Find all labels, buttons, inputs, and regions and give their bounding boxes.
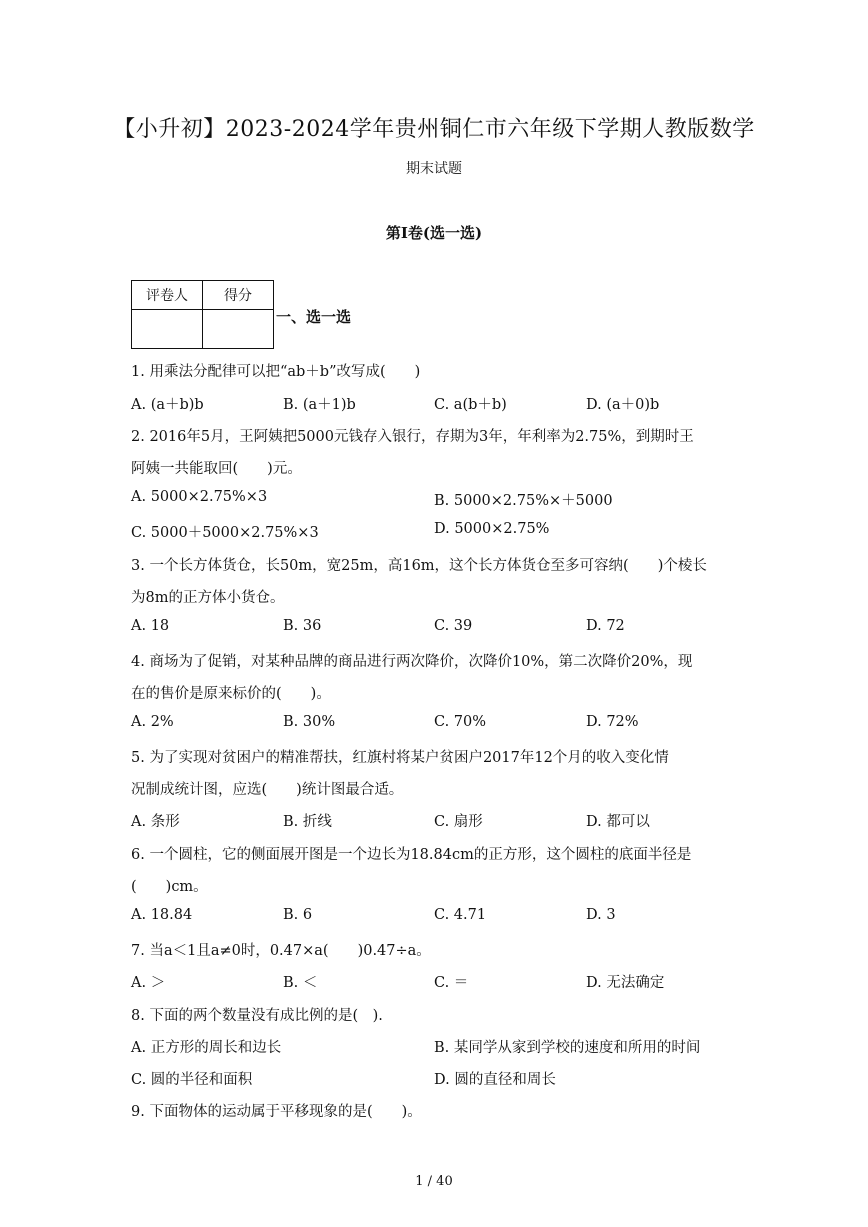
question-7-option-b: B. ＜ xyxy=(283,975,318,991)
question-6-option-d: D. 3 xyxy=(586,907,616,923)
question-7-option-d: D. 无法确定 xyxy=(586,975,665,991)
question-1-option-b: B. (a＋1)b xyxy=(283,397,356,413)
question-1-option-c: C. a(b＋b) xyxy=(434,397,507,413)
question-1-option-a: A. (a＋b)b xyxy=(131,397,204,413)
question-1-option-d: D. (a＋0)b xyxy=(586,397,660,413)
question-8-option-c: C. 圆的半径和面积 xyxy=(131,1072,253,1088)
question-8-option-d: D. 圆的直径和周长 xyxy=(434,1072,556,1088)
question-4-line-1: 4. 商场为了促销，对某种品牌的商品进行两次降价，次降价10%，第二次降价20%，现 xyxy=(131,654,693,670)
question-3-line-2: 为8m的正方体小货仓。 xyxy=(131,590,285,606)
page-number: 1 / 40 xyxy=(415,1174,453,1189)
score-header: 得分 xyxy=(203,281,274,310)
question-6-option-c: C. 4.71 xyxy=(434,907,487,923)
question-4-option-b: B. 30% xyxy=(283,714,336,730)
question-6-option-a: A. 18.84 xyxy=(131,907,193,923)
exam-subtitle: 期末试题 xyxy=(406,161,462,177)
question-5-line-2: 况制成统计图，应选( )统计图最合适。 xyxy=(131,782,404,798)
question-2-line-2: 阿姨一共能取回( )元。 xyxy=(131,461,302,477)
question-3-line-1: 3. 一个长方体货仓，长50m，宽25m，高16m，这个长方体货仓至多可容纳( )个棱长 xyxy=(131,558,707,574)
question-6-option-b: B. 6 xyxy=(283,907,313,923)
question-4-option-c: C. 70% xyxy=(434,714,487,730)
question-6-line-1: 6. 一个圆柱，它的侧面展开图是一个边长为18.84cm的正方形，这个圆柱的底面半径是 xyxy=(131,847,692,863)
score-table xyxy=(131,280,274,349)
reviewer-cell xyxy=(132,310,203,349)
question-7-option-a: A. ＞ xyxy=(131,975,166,991)
section-heading: 一、选一选 xyxy=(276,308,352,326)
question-4-option-a: A. 2% xyxy=(131,714,174,730)
question-1-line-1: 1. 用乘法分配律可以把“ab＋b”改写成( ) xyxy=(131,364,421,380)
question-5-option-c: C. 扇形 xyxy=(434,814,483,830)
score-cell xyxy=(203,310,274,349)
question-4-option-d: D. 72% xyxy=(586,714,639,730)
question-2-option-b: B. 5000×2.75%×＋5000 xyxy=(434,493,613,509)
question-2-option-c: C. 5000＋5000×2.75%×3 xyxy=(131,525,319,541)
question-4-line-2: 在的售价是原来标价的( )。 xyxy=(131,686,331,702)
question-7-line-1: 7. 当a＜1且a≠0时，0.47×a( )0.47÷a。 xyxy=(131,943,431,959)
question-3-option-d: D. 72 xyxy=(586,618,625,634)
volume-heading: 第I卷(选一选) xyxy=(385,224,483,242)
question-7-option-c: C. ＝ xyxy=(434,975,469,991)
reviewer-header: 评卷人 xyxy=(132,281,203,310)
question-3-option-a: A. 18 xyxy=(131,618,170,634)
question-3-option-c: C. 39 xyxy=(434,618,473,634)
question-2-option-a: A. 5000×2.75%×3 xyxy=(131,489,268,505)
question-9-line-1: 9. 下面物体的运动属于平移现象的是( )。 xyxy=(131,1104,422,1120)
question-8-option-a: A. 正方形的周长和边长 xyxy=(131,1040,282,1056)
exam-title: 【小升初】2023-2024学年贵州铜仁市六年级下学期人教版数学 xyxy=(113,117,755,142)
question-8-line-1: 8. 下面的两个数量没有成比例的是( ). xyxy=(131,1008,383,1024)
question-5-option-a: A. 条形 xyxy=(131,814,180,830)
question-8-option-b: B. 某同学从家到学校的速度和所用的时间 xyxy=(434,1040,701,1056)
question-5-line-1: 5. 为了实现对贫困户的精准帮扶，红旗村将某户贫困户2017年12个月的收入变化情 xyxy=(131,750,669,766)
question-5-option-d: D. 都可以 xyxy=(586,814,650,830)
question-6-line-2: ( )cm。 xyxy=(131,879,208,895)
question-5-option-b: B. 折线 xyxy=(283,814,332,830)
question-2-option-d: D. 5000×2.75% xyxy=(434,521,550,537)
question-2-line-1: 2. 2016年5月，王阿姨把5000元钱存入银行，存期为3年，年利率为2.75%，到期时王 xyxy=(131,429,694,445)
question-3-option-b: B. 36 xyxy=(283,618,322,634)
